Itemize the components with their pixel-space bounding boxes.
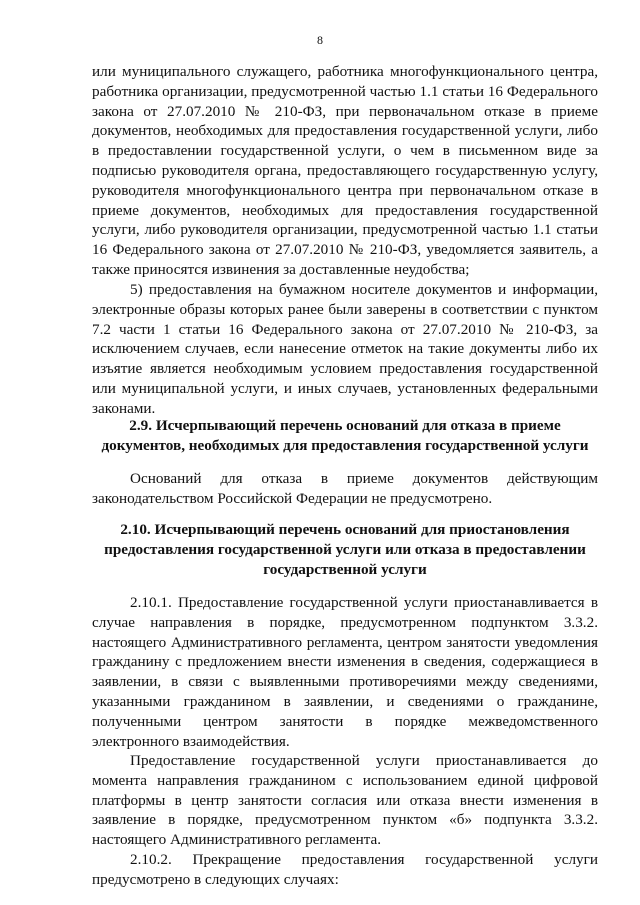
section-heading-2-9	[92, 416, 598, 456]
paragraph-continuation	[92, 62, 598, 280]
text-line: или муниципального служащего, работника многофункционального центра,	[92, 63, 598, 80]
text-line: законами.	[92, 399, 156, 417]
paragraph-item-5	[92, 280, 598, 419]
paragraph-2-10-1	[92, 593, 598, 751]
text-line: изъятие является необходимым условием предоставления государственной	[92, 360, 598, 378]
text-line: настоящего Административного регламента.	[92, 831, 382, 849]
text-line: или муниципальной услуги, и иных случаев, установленных федеральными	[92, 379, 598, 397]
heading-line: государственной услуги	[263, 560, 427, 578]
text-line: 5) предоставления на бумажном носителе документов и информации,	[130, 281, 598, 298]
text-line: заявление в порядке, предусмотренном пунктом «б» подпункта 3.3.2.	[92, 811, 598, 829]
text-line: Оснований для отказа в приеме документов действующим	[130, 470, 598, 487]
heading-line: 2.9. Исчерпывающий перечень оснований для отказа в приеме	[129, 417, 561, 434]
text-line: электронного взаимодействия.	[92, 732, 290, 750]
text-line: услуги, либо руководителя организации, предусмотренной частью 1.1 статьи	[92, 221, 598, 239]
text-line: подписью руководителя органа, предоставляющего государственную услугу,	[92, 161, 598, 179]
text-line: предусмотрено в следующих случаях:	[92, 870, 339, 888]
text-line: законодательством Российской Федерации не предусмотрено.	[92, 489, 493, 507]
heading-line: документов, необходимых для предоставления государственной услуги	[101, 436, 589, 454]
text-line: 16 Федерального закона от 27.07.2010 № 210-ФЗ, уведомляется заявитель, а	[92, 241, 598, 259]
text-line: случае направления в порядке, предусмотренном подпунктом 3.3.2.	[92, 613, 598, 631]
text-line: документов, необходимых для предоставления государственной услуги, либо	[92, 122, 598, 140]
text-line: 7.2 части 1 статьи 16 Федерального закона от 27.07.2010 № 210-ФЗ, за	[92, 320, 598, 338]
text-line: Предоставление государственной услуги приостанавливается до	[130, 752, 598, 769]
text-line: закона от 27.07.2010 № 210-ФЗ, при первоначальном отказе в приеме	[92, 102, 598, 120]
text-line: приеме документов, необходимых для предоставления государственной	[92, 201, 598, 219]
paragraph-2-10-2	[92, 850, 598, 890]
text-line: также приносятся извинения за доставленные неудобства;	[92, 260, 470, 278]
heading-line: 2.10. Исчерпывающий перечень оснований для приостановления	[120, 521, 570, 538]
section-heading-2-10	[92, 520, 598, 579]
text-line: указанными гражданином в заявлении, и сведениями о гражданине,	[92, 692, 598, 710]
text-line: электронные образы которых ранее были заверены в соответствии с пунктом	[92, 300, 598, 318]
paragraph-suspension	[92, 751, 598, 850]
text-line: заявлении, в связи с выявленными противоречиями между сведениями,	[92, 673, 598, 691]
page-number: 8	[317, 33, 323, 47]
text-line: в предоставлении государственной услуги, о чем в письменном виде за	[92, 142, 598, 160]
heading-line: предоставления государственной услуги или отказа в предоставлении	[104, 540, 586, 558]
paragraph-no-grounds	[92, 469, 598, 509]
text-line: платформы в центр занятости согласия или отказа внести изменения в	[92, 791, 598, 809]
text-line: руководителя многофункционального центра при первоначальном отказе в	[92, 181, 598, 199]
text-line: 2.10.1. Предоставление государственной услуги приостанавливается в	[130, 594, 598, 611]
text-line: момента направления гражданином с использованием единой цифровой	[92, 771, 598, 789]
text-line: гражданину с предложением внести изменения в сведения, содержащиеся в	[92, 653, 598, 671]
text-line: работника организации, предусмотренной частью 1.1 статьи 16 Федерального	[92, 82, 598, 100]
text-line: полученными центром занятости в порядке межведомственного	[92, 712, 598, 730]
text-line: исключением случаев, если нанесение отметок на такие документы либо их	[92, 340, 598, 358]
text-line: 2.10.2. Прекращение предоставления государственной услуги	[130, 851, 598, 868]
text-line: настоящего Административного регламента, центром занятости уведомления	[92, 633, 598, 651]
